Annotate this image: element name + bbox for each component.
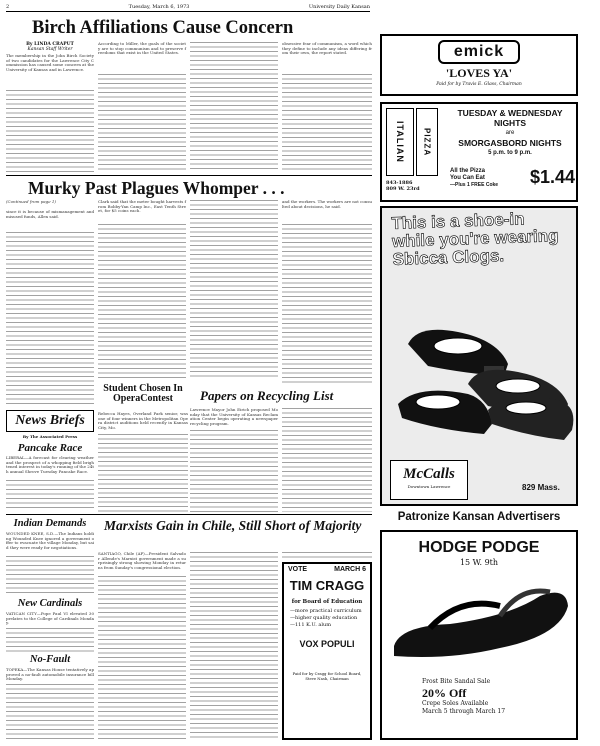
birch-col2-text: According to Miller, the goals of the society are to stop communism and to preserve freedoms that exist in the United States. [98,41,186,56]
pizza-deal [450,168,530,189]
vote-platform [284,605,370,632]
mccalls-sub: Downtown Lawrence [407,484,451,489]
issue-date: Tuesday, March 6, 1973 [128,4,190,10]
birch-col2-fill [98,74,186,172]
vote-header [284,564,370,575]
pizza-address: 809 W. 23rd [386,186,420,192]
birch-headline: Birch Affiliations Cause Concern [32,18,294,38]
recycling-text: Lawrence Mayor John Eirich proposed Monday that the University of Kansas Reclamation Center begin operating a newspaper recycling program. [190,407,280,427]
indian-title: Indian Demands [13,518,87,529]
offer-line: —Plus 1 FREE Coke [450,182,499,188]
hodge-sale-info [422,678,572,716]
murky-continued: (Continued from page 1) [6,199,56,204]
vote-ad [282,562,372,740]
running-head [6,4,370,12]
murky-col2-text: Clark said that the meter bought harvests from Bobby-Yan Camp Inc., East Tenth Street, for $5 coins each. [98,199,186,214]
birch-col1-text [6,90,94,172]
sandal-icon [394,591,568,657]
recycling-col2-fill [282,408,372,512]
vote-date: MARCH 6 [334,566,366,573]
marxists-headline: Marxists Gain in Chile, Still Short of Majority [104,518,362,533]
pizza-phone: 843-1886 [386,180,413,186]
platform-item: —111 K.U. alum [290,622,331,628]
news-briefs-box [6,410,94,432]
birch-byline-block [6,42,94,52]
mccalls-name: McCalls [403,466,455,482]
offer-line: 5 p.m. to 9 p.m. [488,150,532,156]
pizza-offer [444,108,576,158]
murky-col3-text [190,200,278,378]
murky-col4-fill [282,224,372,384]
pizza-brand: ITALIAN [395,121,405,163]
murky-col1-text [6,232,94,404]
marxists-col3-fill [282,552,372,558]
platform-item: —more practical curriculum [290,608,362,614]
pancake-text: LIBERAL—A forecast for clearing weather and the prospect of a whopping field brightened interest in today's running of the 24th annual Shrove Tuesday Pancake Race. [6,455,96,475]
vote-label: VOTE [288,566,308,573]
paper-name: University Daily Kansan [308,4,370,10]
nofault-text: TOPEKA—The Kansas House tentatively approved a no-fault automobile insurance bill Monday. [6,667,96,682]
pizza-contact [386,180,444,192]
hodge-podge-ad [380,530,578,740]
pancake-fill [6,480,94,510]
hodge-podge-address: 15 W. 9th [459,558,499,567]
murky-col4-text: and the workers. The workers are not consulted about decisions, he said. [282,199,372,209]
news-briefs-byline: By The Associated Press [22,434,78,439]
recycling-headline: Papers on Recycling List [200,388,334,403]
marxists-col1-fill [98,576,186,740]
murky-headline: Murky Past Plagues Whomper . . . [28,178,285,198]
offer-line: are [505,130,515,136]
indian-fill [6,556,94,596]
shoe-ad [380,206,578,506]
murky-lede: since it is because of mismanagement and misused funds, Allen said. [6,209,96,219]
sale-discount: 20% Off [422,686,467,700]
vote-position: for Board of Education [291,599,363,605]
pizza-logo [386,108,414,176]
sale-title: Frost Bite Sandal Sale [422,678,491,685]
student-fill [98,434,188,514]
shoe-headline: This is a shoe-in while you're wearing Sbicca Clogs. [391,209,559,269]
emick-name: emick [438,40,520,64]
cardinals-title: New Cardinals [17,598,83,609]
marxists-text: SANTIAGO, Chile (AP)—President Salvador Allende's Marxist government made a surprisingly strong showing Monday in returns from Sunday's congressional election. [98,551,186,571]
page-number: 2 [6,4,10,10]
offer-line: NIGHTS [493,118,527,128]
hodge-podge-name: HODGE PODGE [418,539,540,556]
pizza-ad [380,102,578,202]
emick-ad [380,34,578,96]
divider [6,514,372,515]
emick-tagline: 'LOVES YA' [445,66,513,80]
offer-line: TUESDAY & WEDNESDAY [457,108,563,118]
indian-text: WOUNDED KNEE, S.D.—The Indians holding Wounded Knee ignored a government offer to evacuate the village Monday, but said they were ready for negotiations. [6,531,94,551]
birch-col4-text: obsessive fear of communism, a word which they define to include any ideas differing from their own, the report stated. [282,41,374,56]
clog-shoe-icon [488,397,573,440]
clog-shoes-image [388,304,574,454]
cardinals-fill [6,628,94,652]
pizza-price: $1.44 [530,167,576,187]
emick-logo [382,40,576,64]
offer-line: SMORGASBORD NIGHTS [458,138,562,148]
platform-item: —higher quality education [290,615,358,621]
offer-line: You Can Eat [450,175,485,181]
birch-lede: The membership in the John Birch Society of two candidates for the Lawrence City Commission has caused some concern at the University of Kansas and in Lawrence. [6,53,96,73]
mccalls-logo [390,460,468,500]
nofault-fill [6,684,94,740]
pizza-side-text: PIZZA [422,127,432,157]
cardinals-text: VATICAN CITY—Pope Paul VI elevated 30 prelates to the College of Cardinals Monday. [6,611,96,626]
emick-paid-notice: Paid for by Travis E. Glass, Chairman [436,82,522,87]
clog-shoe-icon [398,391,492,434]
sale-dates: March 5 through March 17 [422,708,506,715]
recycling-col1-fill [190,430,278,512]
birch-col4-fill [282,74,372,172]
nofault-title: No-Fault [29,654,71,665]
pizza-logo-side [416,108,438,176]
pancake-title: Pancake Race [17,442,83,454]
student-text: Rebecca Hayes, Overland Park senior, was one of four winners in the Metropolitan Opera district auditions held recently in Kansas City, Mo. [98,411,190,431]
student-headline: Student Chosen In OperaContest [103,383,183,404]
marxists-col2-fill [190,552,278,740]
vote-party: VOX POPULI [299,639,355,649]
birch-col3-text [190,42,278,172]
birch-byline-role: Kansan Staff Writer [27,47,73,52]
sale-items: Crepe Soles Available [422,700,489,707]
patronize-banner: Patronize Kansan Advertisers [397,511,561,523]
sandal-image [390,576,572,666]
offer-line: All the Pizza [450,168,486,174]
vote-paid-notice: Paid for by Cragg for School Board, Steve Nash, Chairman [292,671,362,681]
birch-byline: By LINDA CRAPUT [26,42,74,47]
candidate-name: TIM CRAGG [289,578,365,593]
news-briefs-title: News Briefs [15,413,85,428]
murky-col2-fill [98,224,186,378]
shoe-address: 829 Mass. [522,483,560,492]
divider [6,175,372,176]
